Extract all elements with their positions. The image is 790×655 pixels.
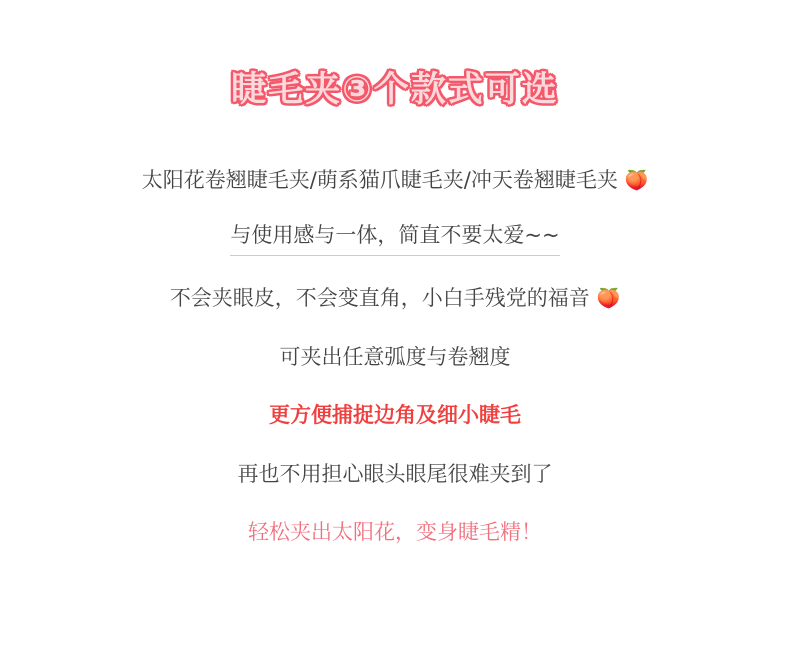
description-line-2: 与使用感与一体，简直不要太爱~~ <box>230 219 559 257</box>
page-title: 睫毛夹③个款式可选 <box>231 70 559 110</box>
description-line-6: 再也不用担心眼头眼尾很难夹到了 <box>237 461 553 486</box>
description-lines <box>0 164 790 549</box>
line-1-text: 太阳花卷翘睫毛夹/萌系猫爪睫毛夹/冲天卷翘睫毛夹 <box>141 168 618 192</box>
description-line-3 <box>0 282 790 315</box>
description-line-5-highlight: 更方便捕捉边角及细小睫毛 <box>269 403 521 428</box>
description-line-2-wrapper <box>0 197 790 257</box>
title-container <box>0 0 790 112</box>
line-3-text: 不会夹眼皮，不会变直角，小白手残党的福音 <box>169 286 590 311</box>
peach-icon: 🍑 <box>596 287 621 310</box>
description-line-7: 轻松夹出太阳花，变身睫毛精！ <box>248 520 542 545</box>
description-line-4: 可夹出任意弧度与卷翘度 <box>279 344 511 369</box>
description-line-1 <box>0 164 790 197</box>
peach-icon: 🍑 <box>624 169 649 192</box>
